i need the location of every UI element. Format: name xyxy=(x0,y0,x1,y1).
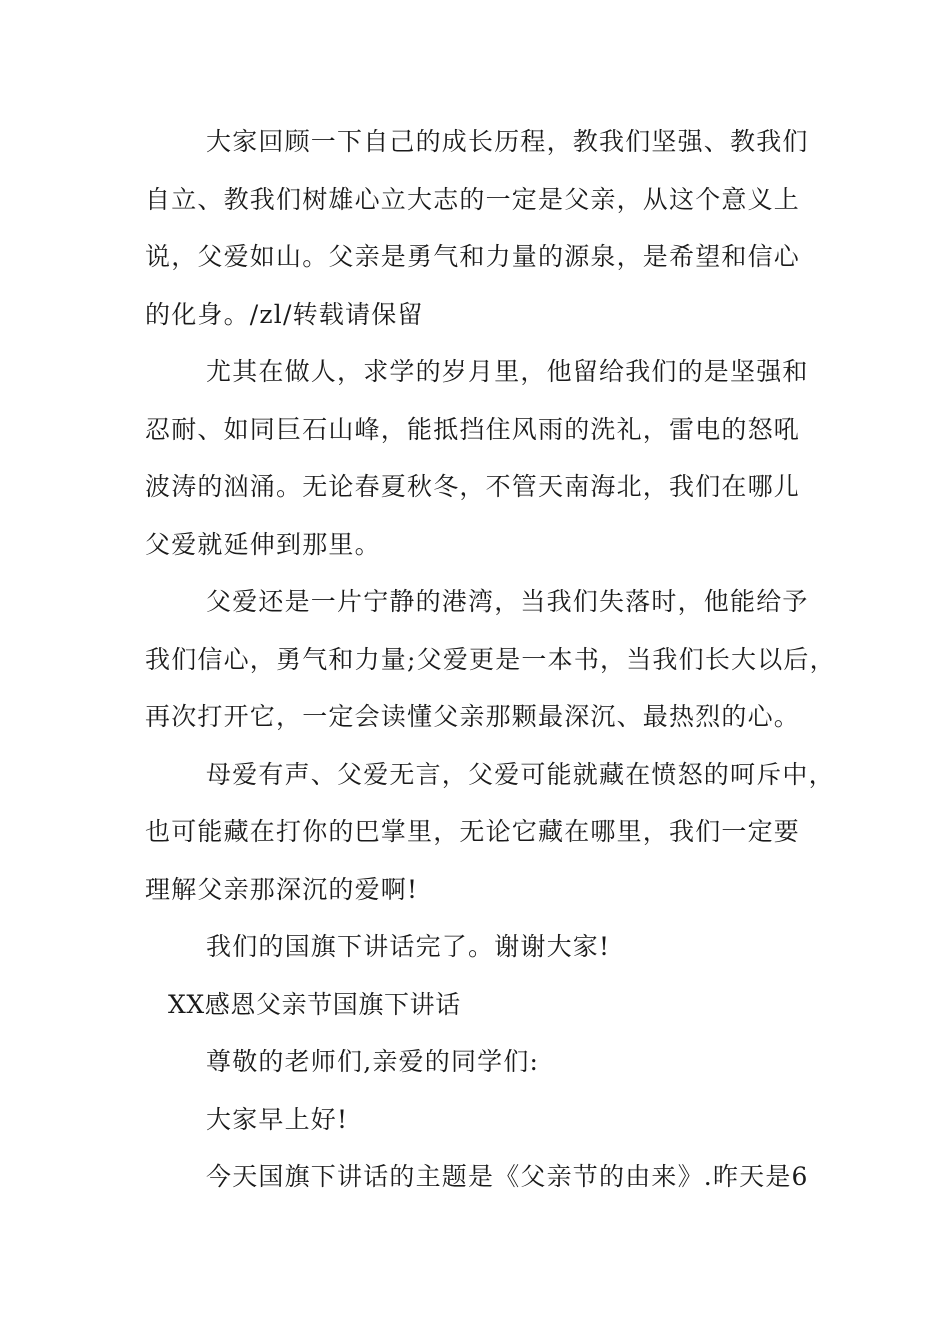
paragraph-3-line-2: 我们信心，勇气和力量;父爱更是一本书，当我们长大以后， xyxy=(145,645,836,674)
paragraph-3-line-1: 父爱还是一片宁静的港湾，当我们失落时，他能给予 xyxy=(206,587,809,616)
salutation: 尊敬的老师们,亲爱的同学们: xyxy=(206,1047,540,1076)
paragraph-1-line-1: 大家回顾一下自己的成长历程，教我们坚强、教我们 xyxy=(206,127,809,156)
paragraph-1-line-2: 自立、教我们树雄心立大志的一定是父亲，从这个意义上 xyxy=(145,185,801,214)
paragraph-4-line-1: 母爱有声、父爱无言，父爱可能就藏在愤怒的呵斥中， xyxy=(206,760,835,789)
paragraph-2-line-3: 波涛的汹涌。无论春夏秋冬，不管天南海北，我们在哪儿 xyxy=(145,472,801,501)
paragraph-4-line-2: 也可能藏在打你的巴掌里，无论它藏在哪里，我们一定要 xyxy=(145,817,801,846)
paragraph-1-line-3: 说，父爱如山。父亲是勇气和力量的源泉，是希望和信心 xyxy=(145,242,801,271)
section-heading: XX感恩父亲节国旗下讲话 xyxy=(168,990,461,1019)
paragraph-2-line-4: 父爱就延伸到那里。 xyxy=(145,530,381,559)
paragraph-5-line-1: 我们的国旗下讲话完了。谢谢大家! xyxy=(206,932,611,961)
closing-paragraph-line-1: 今天国旗下讲话的主题是《父亲节的由来》.昨天是6 xyxy=(206,1162,809,1191)
greeting: 大家早上好! xyxy=(206,1105,349,1134)
paragraph-4-line-3: 理解父亲那深沉的爱啊! xyxy=(145,875,419,904)
paragraph-2-line-2: 忍耐、如同巨石山峰，能抵挡住风雨的洗礼，雷电的怒吼 xyxy=(145,415,801,444)
paragraph-1-line-4: 的化身。/zl/转载请保留 xyxy=(145,300,424,329)
paragraph-3-line-3: 再次打开它，一定会读懂父亲那颗最深沉、最热烈的心。 xyxy=(145,702,801,731)
paragraph-2-line-1: 尤其在做人，求学的岁月里，他留给我们的是坚强和 xyxy=(206,357,809,386)
